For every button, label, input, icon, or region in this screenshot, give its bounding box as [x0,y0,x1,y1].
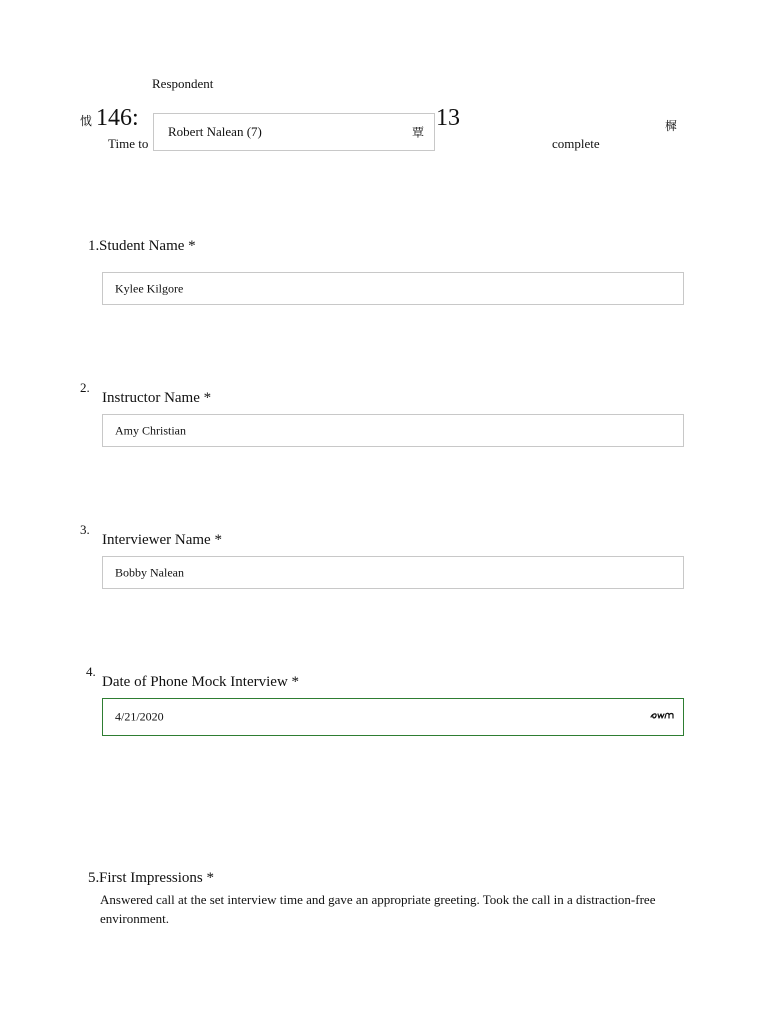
instructor-name-value: Amy Christian [115,423,186,437]
question-number: 3. [80,522,90,537]
question-number: 1. [88,238,100,254]
interview-date-field[interactable] [102,698,684,736]
question-label-first-impressions: First Impressions * [99,870,215,886]
respondent-select[interactable] [153,113,435,151]
question-number: 4. [86,664,96,679]
question-label-interview-date: Date of Phone Mock Interview * [102,674,300,690]
student-name-value: Kylee Kilgore [115,281,184,295]
right-marker-icon: 樨 [665,119,678,133]
student-name-field[interactable] [102,272,684,305]
calendar-icon[interactable] [649,708,677,726]
duration-number: 13 [436,105,460,131]
question-label-student-name: Student Name * [99,238,196,254]
left-marker-icon: 怴 [80,114,93,128]
question-number: 5. [88,870,100,886]
interviewer-name-value: Bobby Nalean [115,565,184,579]
first-impressions-answer: Answered call at the set interview time and gave an appropriate greeting. Took the call in a distraction-free environment. [100,892,656,926]
time-to-label: Time to [108,136,149,151]
question-label-instructor-name: Instructor Name * [102,390,212,406]
respondent-select-value: Robert Nalean (7) [168,124,262,139]
instructor-name-field[interactable] [102,414,684,447]
question-label-interviewer-name: Interviewer Name * [102,532,222,548]
complete-label: complete [552,136,600,151]
response-number: 146: [96,105,139,131]
question-number: 2. [80,380,90,395]
interview-date-value: 4/21/2020 [115,709,164,724]
interviewer-name-field[interactable] [102,556,684,589]
chevron-down-icon: 覃 [411,125,424,140]
respondent-label: Respondent [152,76,214,91]
